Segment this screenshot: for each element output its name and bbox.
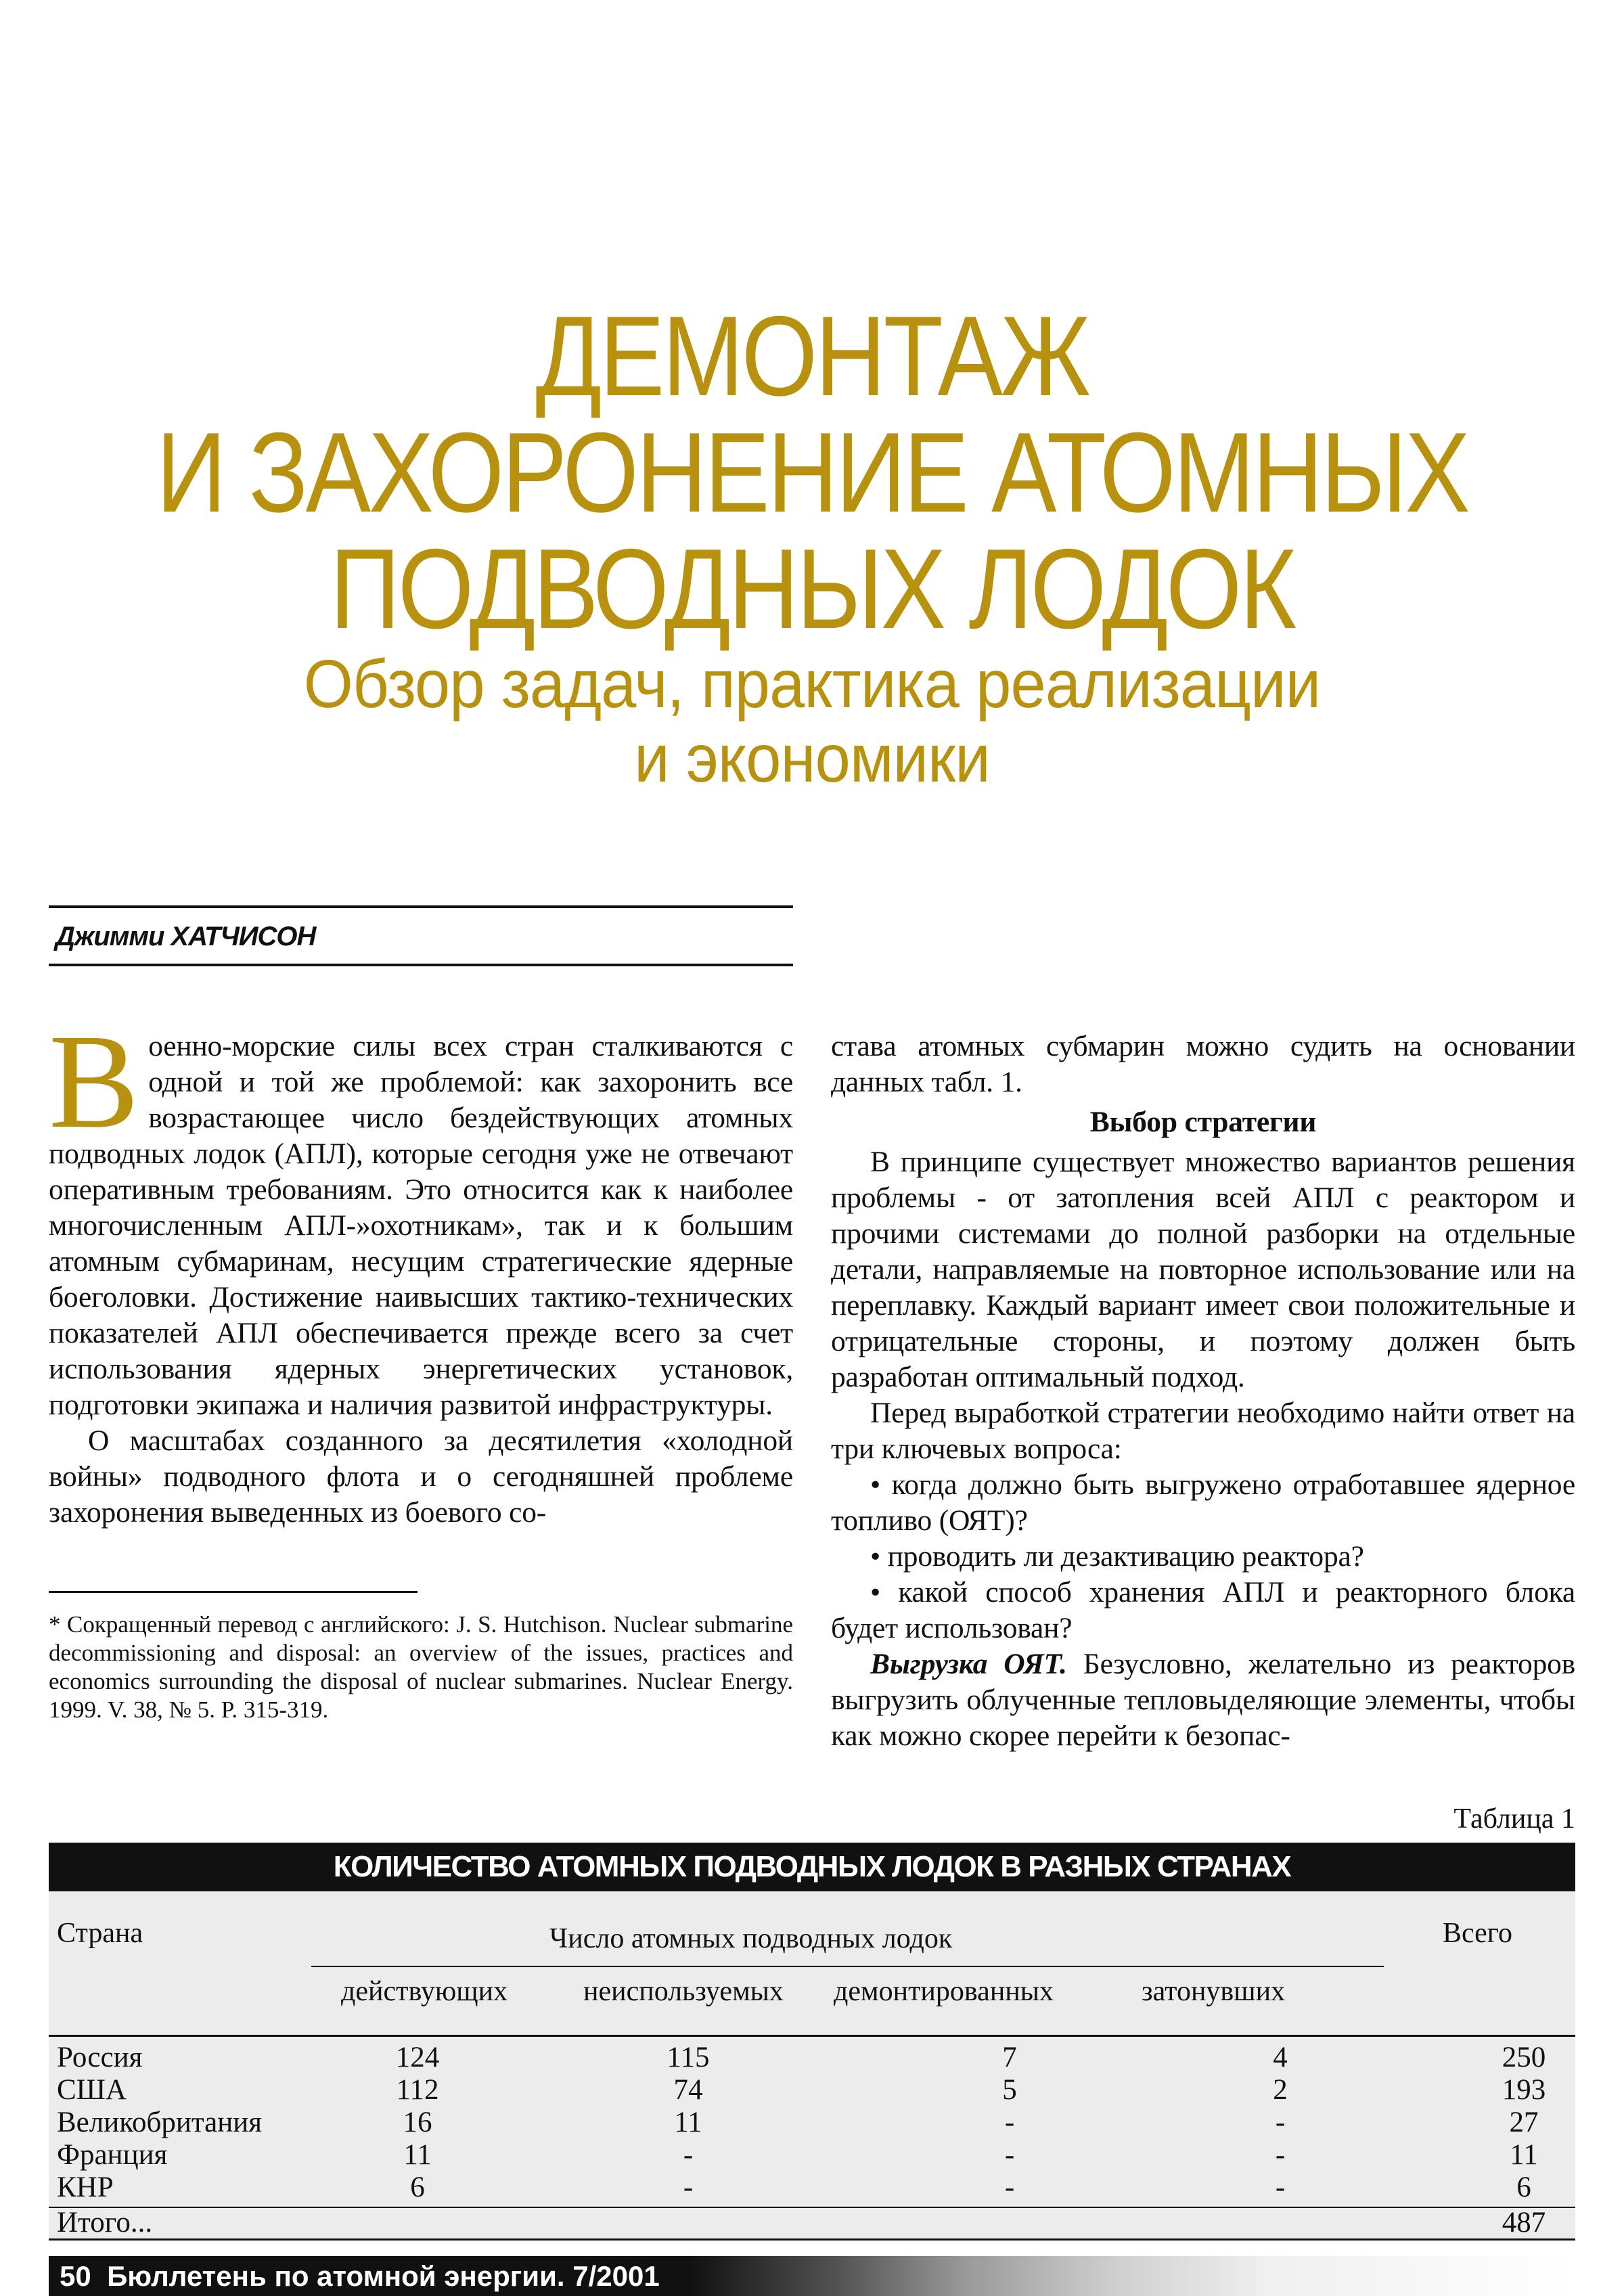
header-group-rule	[311, 1966, 1384, 1967]
section-heading: Выбор стратегии	[1089, 1106, 1317, 1138]
table-row	[49, 2074, 1575, 2107]
cell-sunk: -	[1275, 2107, 1286, 2138]
right-column	[831, 1029, 1575, 1754]
cell-country: КНР	[57, 2171, 114, 2203]
table-row	[49, 2107, 1575, 2139]
total-label: Итого...	[57, 2207, 153, 2238]
cell-total: 193	[1502, 2074, 1546, 2106]
bullet-item-3: • какой способ хранения АПЛ и реакторного блока будет использован?	[831, 1576, 1575, 1644]
paragraph-intro-text: оенно-морские силы всех стран сталкиваются с одной и той же проблемой: как захоронить все возрастающее число бездействующих атомных подводных лодок (АПЛ), которые сегодня уже не отвечают оперативным требованиям. Это относится как к наиболее многочисленным АПЛ-»охотникам», так и к большим атомным субмаринам, несущим стратегические ядерные боеголовки. Достижение наивысших тактико-технических показателей АПЛ обеспечивается прежде всего за счет использования ядерных энергетических установок, подготовки экипажа и наличия развитой инфраструктуры.	[49, 1030, 793, 1421]
paragraph-questions: Перед выработкой стратегии необходимо найти ответ на три ключевых вопроса:	[831, 1397, 1575, 1465]
header-dismantled: демонтированных	[834, 1976, 1054, 2007]
cell-dismantled: 7	[1002, 2042, 1017, 2073]
header-sunk: затонувших	[1142, 1976, 1286, 2007]
cell-country: Россия	[57, 2042, 143, 2073]
runin-heading: Выгрузка ОЯТ.	[870, 1648, 1067, 1680]
cell-active: 11	[403, 2139, 432, 2171]
paragraph-continued: става атомных субмарин можно судить на основании данных табл. 1.	[831, 1030, 1575, 1098]
cell-active: 16	[403, 2107, 432, 2138]
total-value: 487	[1502, 2207, 1546, 2238]
page-number: 50	[60, 2260, 91, 2292]
cell-sunk: 4	[1273, 2042, 1288, 2073]
cell-unused: 11	[674, 2107, 702, 2138]
title-line-1: ДЕМОНТАЖ	[535, 292, 1089, 420]
cell-country: США	[57, 2074, 127, 2106]
table-caption: Таблица 1	[1453, 1803, 1575, 1834]
table-title: КОЛИЧЕСТВО АТОМНЫХ ПОДВОДНЫХ ЛОДОК В РАЗНЫХ СТРАНАХ	[49, 1843, 1575, 1891]
footnote-rule	[49, 1591, 418, 1593]
article-title	[0, 292, 1624, 796]
footnote: * Сокращенный перевод с английского: J. S. Hutchison. Nuclear submarine decommissioning and disposal: an overview of the issues, practices and economics surrounding the disposal of nuclear submarines. Nuclear Energy. 1999. V. 38, № 5. P. 315-319.	[49, 1611, 793, 1723]
paragraph-fuel-text: Безусловно, желательно из реакторов выгрузить облученные тепловыделяющие элементы, чтобы как можно скорее перейти к безопас-	[831, 1648, 1576, 1752]
cell-active: 112	[396, 2074, 439, 2106]
cell-sunk: -	[1275, 2171, 1286, 2203]
cell-total: 250	[1502, 2042, 1546, 2073]
cell-country: Великобритания	[57, 2107, 263, 2138]
cell-sunk: 2	[1273, 2074, 1288, 2106]
cell-unused: 115	[667, 2042, 710, 2073]
paragraph-scale: О масштабах созданного за десятилетия «холодной войны» подводного флота и о сегодняшней проблеме захоронения выведенных из боевого со-	[49, 1424, 793, 1529]
cell-total: 6	[1516, 2171, 1531, 2203]
paragraph-intro	[49, 1007, 793, 1423]
header-active: действующих	[341, 1976, 508, 2007]
cell-dismantled: -	[1004, 2171, 1015, 2203]
bullet-item-2: • проводить ли дезактивацию реактора?	[870, 1540, 1364, 1573]
cell-total: 27	[1509, 2107, 1539, 2138]
cell-unused: -	[683, 2139, 694, 2171]
left-column	[49, 1007, 793, 1531]
title-line-2: И ЗАХОРОНЕНИЕ АТОМНЫХ	[156, 409, 1468, 536]
cell-total: 11	[1510, 2139, 1538, 2171]
paragraph-strategy: В принципе существует множество вариантов решения проблемы - от затопления всей АПЛ с реактором и прочими системами до полной разборки на отдельные детали, направляемые на повторное использование или на переплавку. Каждый вариант имеет свои положительные и отрицательные стороны, и поэтому должен быть разработан оптимальный подход.	[831, 1146, 1575, 1393]
cell-active: 124	[395, 2042, 440, 2073]
table-row	[49, 2139, 1575, 2171]
header-total: Всего	[1443, 1918, 1512, 1949]
cell-dismantled: -	[1004, 2107, 1015, 2138]
cell-sunk: -	[1275, 2139, 1286, 2171]
subtitle-line-2: и экономики	[634, 721, 990, 796]
footer-text	[60, 2260, 660, 2293]
subtitle-line-1: Обзор задач, практика реализации	[303, 646, 1321, 722]
cell-dismantled: -	[1004, 2139, 1015, 2171]
cell-unused: -	[683, 2171, 694, 2203]
author-block	[49, 905, 793, 966]
header-country: Страна	[57, 1918, 143, 1949]
header-unused: неиспользуемых	[583, 1976, 784, 2007]
table-row	[49, 2042, 1575, 2074]
paragraph-fuel-unloading	[831, 1646, 1575, 1754]
submarine-table	[49, 1843, 1575, 2241]
journal-name: Бюллетень по атомной энергии. 7/2001	[107, 2260, 660, 2292]
table-total-row	[49, 2207, 1575, 2239]
table-body-rule	[49, 2035, 1575, 2037]
cell-unused: 74	[673, 2074, 703, 2106]
drop-cap: В	[49, 1007, 139, 1156]
bullet-item-1: • когда должно быть выгружено отработавшее ядерное топливо (ОЯТ)?	[831, 1468, 1575, 1537]
author-name: Джимми ХАТЧИСОН	[55, 922, 316, 951]
cell-active: 6	[410, 2171, 425, 2203]
cell-dismantled: 5	[1002, 2074, 1017, 2106]
header-group: Число атомных подводных лодок	[549, 1923, 953, 1954]
cell-country: Франция	[57, 2139, 168, 2171]
page-footer	[49, 2256, 1575, 2296]
title-line-3: ПОДВОДНЫХ ЛОДОК	[330, 525, 1294, 652]
table-row	[49, 2171, 1575, 2204]
